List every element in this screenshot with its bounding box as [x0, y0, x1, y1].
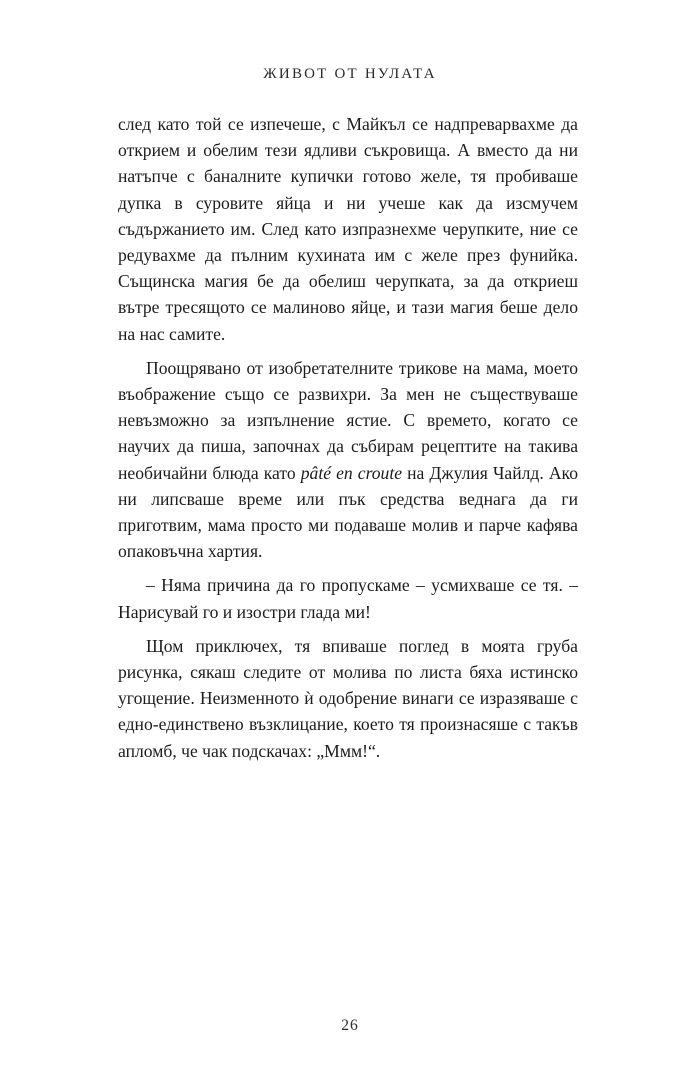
paragraph-dialogue: – Няма причина да го пропускаме – усмихваше се тя. – Нарисувай го и изостри глада ми!: [118, 575, 578, 622]
running-head-title: ЖИВОТ ОТ НУЛАТА: [263, 66, 437, 82]
paragraph-imagination-text-after: на Джулия Чайлд. Ако ни липсваше време или пък средства веднага да ги приготвим, мама просто ми подаваше молив и парче кафява опаковъчна хартия.: [118, 462, 578, 562]
dish-name-italic: pâté en croute: [300, 462, 403, 483]
paragraph-approval: Щом приключех, тя впиваше поглед в моята груба рисунка, сякаш следите от молива по листа бяха истинско угощение. Неизменното ѝ одобрение винаги се изразяваше с едно-единствено възклицание, което тя произнасяше с такъв апломб, че чак подскачах: „Ммм!“.: [118, 635, 578, 761]
paragraph-imagination-text-before: Поощрявано от изобретателните трикове на мама, моето въображение също се развихри. За мен не съществуваше невъзможно за изпълнение ястие. С времето, когато се научих да пиша, започнах да събирам рецептите на такива необичайни блюда като: [118, 357, 578, 483]
page-number: 26: [341, 1017, 359, 1034]
paragraph-imagination: [118, 355, 578, 565]
body-text: [118, 111, 578, 764]
paragraph-continuation: след като той се изпечеше, с Майкъл се надпреварвахме да открием и обелим тези ядливи съкровища. А вместо да ни натъпче с баналните купички готово желе, тя пробиваше дупка в суровите яйца и ни учеше как да изсмучем съдържанието им. След като изпразнехме черупките, ние се редувахме да пълним кухината им с желе през фунийка. Същинска магия бе да обелиш черупката, за да откриеш вътре тресящото се малиново яйце, и тази магия беше дело на нас самите.: [118, 114, 578, 344]
